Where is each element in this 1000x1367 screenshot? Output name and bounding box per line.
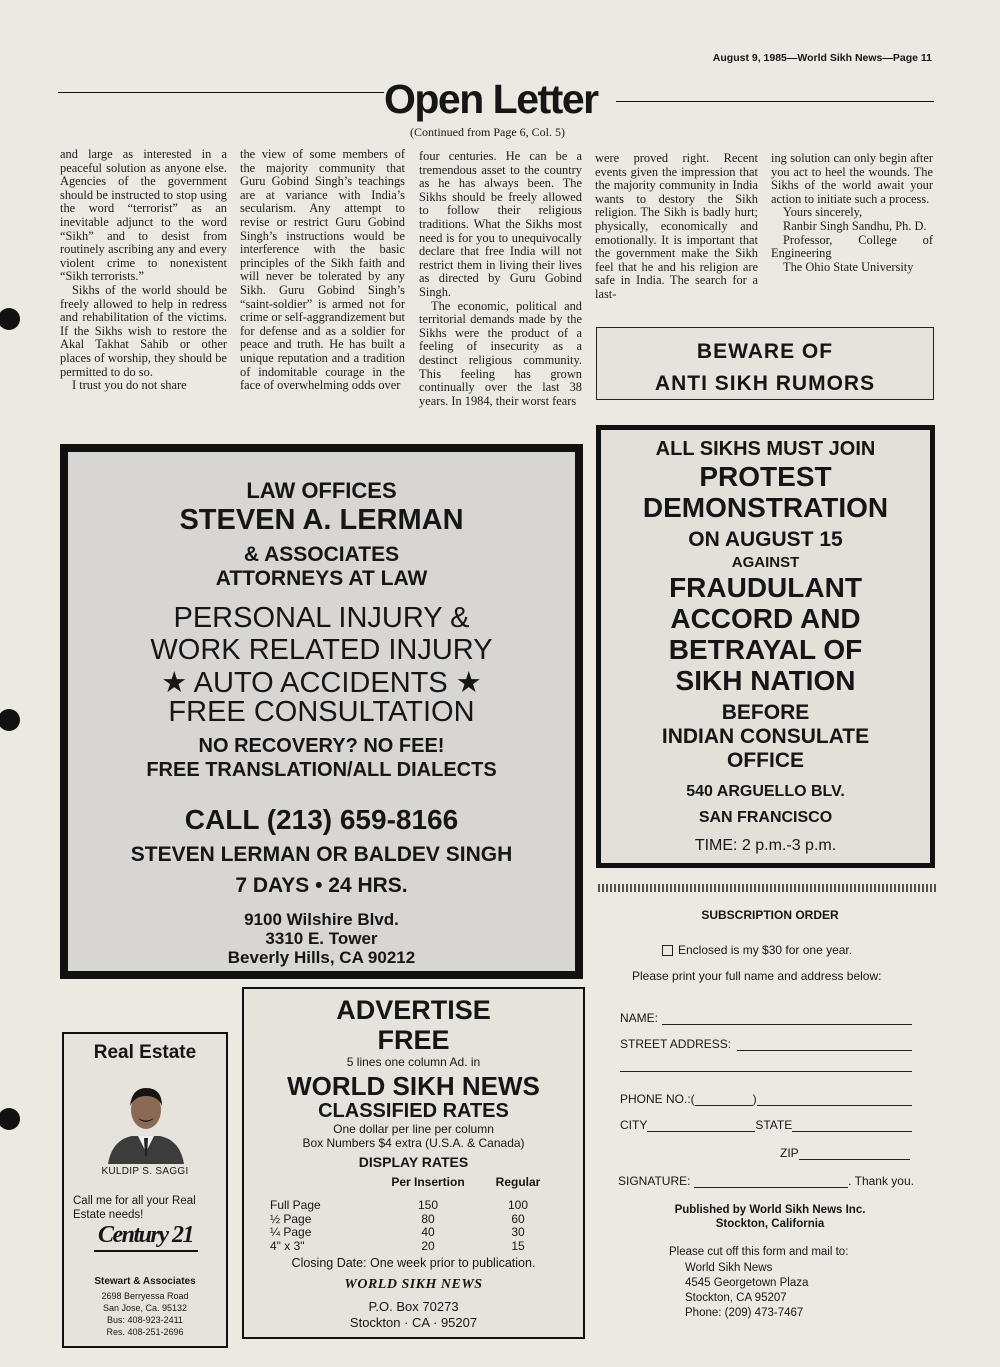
law-hours: 7 DAYS • 24 HRS. — [235, 874, 408, 897]
city-label: CITY — [620, 1118, 648, 1132]
protest-line-7: ACCORD AND — [670, 603, 861, 634]
binder-hole — [0, 709, 20, 731]
paragraph: Sikhs of the world should be freely allowed to help in redress and rehabilitation of the victims. If the Sikhs wish to restore the Akal Takhat Sahib or other places of worship, they should be permitted to do so. — [60, 282, 227, 379]
article-column-5 — [771, 152, 933, 274]
binder-hole — [0, 308, 20, 330]
page-title: Open Letter — [384, 76, 598, 122]
law-address-3: Beverly Hills, CA 90212 — [227, 948, 416, 967]
protest-line-3: DEMONSTRATION — [642, 492, 889, 523]
law-line-9: NO RECOVERY? NO FEE! — [198, 735, 445, 757]
article-column-3 — [419, 150, 582, 408]
street-field-row — [620, 1037, 912, 1051]
zip-label: ZIP — [780, 1146, 799, 1160]
table-row: ½ Page 80 60 — [270, 1211, 525, 1226]
subscription-form — [600, 900, 936, 1340]
paragraph: were proved right. Recent events given the impression that the majority community in India wants to destory the Sikh religion. The Sikh is badly hurt; physically, economically and emotionally. It is important that the government make the Sikh feel that he and his religion are safe in India. The search for a last- — [595, 151, 758, 301]
subscription-title: SUBSCRIPTION ORDER — [701, 908, 839, 922]
firm-address-1: 2698 Berryessa Road — [101, 1291, 189, 1301]
thank-you-text: . Thank you. — [848, 1174, 914, 1188]
name-input-line[interactable] — [662, 1012, 912, 1025]
protest-line-12: OFFICE — [727, 749, 804, 772]
subscription-checkbox-row — [662, 943, 852, 957]
law-office-ad — [60, 444, 583, 979]
agent-name: KULDIP S. SAGGI — [101, 1166, 189, 1177]
protest-city: SAN FRANCISCO — [698, 809, 833, 826]
rumors-warning-box — [596, 327, 934, 400]
title-rule-right — [616, 101, 934, 102]
law-line-8: FREE CONSULTATION — [168, 696, 475, 728]
law-line-4: ATTORNEYS AT LAW — [215, 567, 428, 590]
zip-row — [780, 1146, 910, 1160]
rates-table — [270, 1175, 560, 1252]
binder-hole — [0, 1108, 20, 1130]
zip-input-line[interactable] — [799, 1147, 910, 1160]
signature-title: Professor, College of Engineering — [771, 232, 933, 261]
paragraph: four centuries. He can be a tremendous asset to the country as he has always been. The Sikhs should be freely allowed to follow their religious traditions. What the Sikhs most need is for you to unequivocally declare that free India will not restrict them in living their lives as directed by Guru Gobind Singh. — [419, 149, 582, 299]
city-input-line[interactable] — [647, 1119, 755, 1132]
name-label: NAME: — [620, 1011, 659, 1025]
rumors-line-2: ANTI SIKH RUMORS — [654, 372, 876, 395]
article-column-2 — [240, 148, 405, 393]
law-names: STEVEN LERMAN OR BALDEV SINGH — [130, 843, 513, 866]
residence-phone: Res. 408-251-2696 — [106, 1327, 184, 1337]
mail-instruction: Please cut off this form and mail to: — [669, 1246, 849, 1258]
protest-time: TIME: 2 p.m.-3 p.m. — [694, 837, 837, 854]
street-label: STREET ADDRESS: — [620, 1037, 732, 1051]
agent-photo — [102, 1076, 190, 1164]
advertise-line-4: WORLD SIKH NEWS — [287, 1071, 540, 1101]
table-row: ¼ Page 40 30 — [270, 1225, 525, 1239]
advertise-free-ad — [242, 987, 585, 1339]
advertise-line-3: 5 lines one column Ad. in — [346, 1055, 481, 1069]
paragraph: the view of some members of the majority community that Guru Gobind Singh’s teachings are at variance with India’s secularism. Any attempt to revise or restrict Guru Gobind Singh’s instructions would be interference with the basic principles of the Sikh faith and will never be tolerated by any Sikh. Guru Gobind Singh’s “saint-soldier” is armed not for crime or self-aggrandizement but for defense and as a soldier for peace and truth. He has built a unique reputation and a tradition of indomitable courage in the face of overwhelming odds over — [240, 147, 405, 393]
closing-date: Closing Date: One week prior to publication. — [291, 1256, 536, 1270]
law-line-7: ★ AUTO ACCIDENTS ★ — [161, 667, 482, 699]
law-line-1: LAW OFFICES — [246, 478, 397, 503]
protest-line-6: FRAUDULANT — [669, 572, 862, 603]
table-row: Full Page 150 100 — [270, 1198, 529, 1212]
paragraph: The economic, political and territorial demands made by the Sikhs were the product of a feeling of insecurity as a destinct religious community. This feeling has grown continually over the last 38 years. In 1984, their worst fears — [419, 298, 582, 408]
phone-field-row — [620, 1092, 912, 1106]
street-input-line-2[interactable] — [620, 1071, 912, 1072]
phone-input-line[interactable] — [757, 1093, 912, 1106]
protest-address: 540 ARGUELLO BLV. — [686, 783, 845, 800]
signature-row — [618, 1174, 914, 1188]
world-sikh-news-logo: WORLD SIKH NEWS — [344, 1277, 483, 1292]
state-label: STATE — [755, 1118, 793, 1132]
per-insertion-header: Per Insertion — [391, 1175, 465, 1189]
dotted-divider — [598, 884, 936, 892]
state-input-line[interactable] — [792, 1119, 912, 1132]
publisher-line-2: Stockton, California — [715, 1218, 825, 1230]
paragraph: I trust you do not share — [72, 378, 187, 393]
mail-phone: Phone: (209) 473-7467 — [685, 1307, 804, 1319]
logo-underline — [94, 1250, 198, 1252]
rumors-line-1: BEWARE OF — [696, 340, 834, 363]
signoff: Yours sincerely, — [783, 205, 863, 220]
instruction-text: Please print your full name and address below: — [632, 969, 882, 983]
protest-line-2: PROTEST — [699, 461, 832, 492]
mail-name: World Sikh News — [685, 1262, 773, 1274]
advertise-line-5: CLASSIFIED RATES — [318, 1100, 509, 1122]
paragraph: and large as interested in a peaceful solution as anyone else. Agencies of the government should be instructed to stop using the word “terrorist” as an inevitable adjunct to the word “Sikh” and to desist from routinely ascribing any and every violent crime to nonexistent “Sikh terrorists.” — [60, 147, 227, 284]
protest-line-9: SIKH NATION — [675, 665, 856, 696]
po-box: P.O. Box 70273 — [368, 1299, 459, 1314]
law-address-1: 9100 Wilshire Blvd. — [244, 910, 399, 929]
publisher-line-1: Published by World Sikh News Inc. — [674, 1204, 866, 1216]
po-city: Stockton · CA · 95207 — [349, 1315, 478, 1330]
real-estate-ad — [62, 1032, 228, 1348]
phone-paren: ) — [752, 1092, 757, 1106]
century-21-logo: Century 21 — [98, 1222, 194, 1248]
real-estate-call: Call me for all your Real Estate needs! — [73, 1195, 196, 1221]
law-line-6: WORK RELATED INJURY — [150, 634, 493, 666]
advertise-line-1: ADVERTISE — [336, 995, 491, 1025]
dateline: August 9, 1985—World Sikh News—Page 11 — [712, 52, 932, 64]
signature-university: The Ohio State University — [783, 259, 914, 274]
display-rates-title: DISPLAY RATES — [358, 1154, 469, 1170]
advertise-line-7: Box Numbers $4 extra (U.S.A. & Canada) — [302, 1136, 525, 1150]
advertise-line-2: FREE — [377, 1025, 450, 1055]
article-column-1 — [60, 148, 227, 393]
city-state-row — [620, 1118, 912, 1132]
law-phone: CALL (213) 659-8166 — [184, 804, 459, 835]
phone-label: PHONE NO.:( — [620, 1092, 695, 1106]
continued-note: (Continued from Page 6, Col. 5) — [410, 125, 565, 139]
protest-line-4: ON AUGUST 15 — [688, 528, 843, 551]
area-code-input[interactable] — [695, 1093, 753, 1106]
article-column-4 — [595, 152, 758, 302]
protest-line-8: BETRAYAL OF — [668, 634, 863, 665]
protest-line-5: AGAINST — [731, 554, 800, 571]
real-estate-title: Real Estate — [93, 1042, 197, 1063]
street-input-line[interactable] — [737, 1038, 912, 1051]
regular-header: Regular — [495, 1175, 541, 1189]
advertise-line-6: One dollar per line per column — [333, 1122, 494, 1136]
protest-line-1: ALL SIKHS MUST JOIN — [655, 438, 876, 460]
enclosed-checkbox[interactable] — [662, 945, 673, 956]
rates-header-row — [270, 1175, 560, 1192]
protest-ad — [596, 425, 935, 868]
mail-city: Stockton, CA 95207 — [685, 1292, 787, 1304]
protest-line-11: INDIAN CONSULATE — [661, 725, 870, 748]
law-address-2: 3310 E. Tower — [265, 929, 378, 948]
mail-street: 4545 Georgetown Plaza — [685, 1277, 809, 1289]
law-line-3: & ASSOCIATES — [243, 543, 400, 566]
checkbox-label: Enclosed is my $30 for one year. — [678, 943, 853, 957]
paragraph: ing solution can only begin after you act to heel the wounds. The Sikhs of the world await your action to initiate such a process. — [771, 151, 933, 206]
signature-name: Ranbir Singh Sandhu, Ph. D. — [783, 218, 927, 233]
table-row: 4" x 3" 20 15 — [270, 1238, 525, 1253]
law-line-5: PERSONAL INJURY & — [173, 602, 470, 634]
law-line-10: FREE TRANSLATION/ALL DIALECTS — [146, 759, 497, 781]
name-field-row — [620, 1011, 912, 1025]
signature-input-line[interactable] — [694, 1175, 848, 1188]
law-firm-name: STEVEN A. LERMAN — [179, 504, 464, 536]
signature-label: SIGNATURE: — [618, 1174, 691, 1188]
firm-address-2: San Jose, Ca. 95132 — [102, 1303, 188, 1313]
business-phone: Bus: 408-923-2411 — [107, 1315, 183, 1325]
title-rule-left — [58, 92, 384, 93]
firm-name: Stewart & Associates — [94, 1276, 196, 1287]
protest-line-10: BEFORE — [721, 701, 810, 724]
